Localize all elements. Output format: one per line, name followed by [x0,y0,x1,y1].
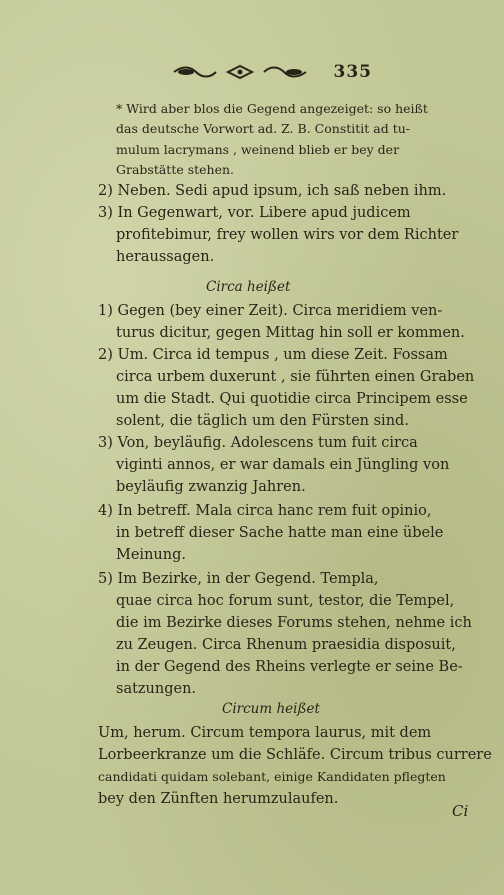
text-line: profitebimur, frey wollen wirs vor dem Richter [116,227,459,243]
text-line: candidati quidam solebant, einige Kandidaten pflegten [98,769,446,784]
text-line: Um, herum. Circum tempora laurus, mit dem [98,725,432,741]
text-line: um die Stadt. Qui quotidie circa Principem esse [116,391,468,407]
page-header [0,60,504,84]
text-line: 4) In betreff. Mala circa hanc rem fuit opinio, [98,503,432,519]
text-line: 2) Neben. Sedi apud ipsum, ich saß neben ihm. [98,183,447,199]
text-line: 1) Gegen (bey einer Zeit). Circa meridiem ven- [98,303,443,319]
text-line: bey den Zünften herumzulaufen. [98,791,339,807]
text-line: quae circa hoc forum sunt, testor, die Tempel, [116,593,455,609]
text-line: zu Zeugen. Circa Rhenum praesidia disposuit, [116,637,456,653]
text-line: 5) Im Bezirke, in der Gegend. Templa, [98,571,379,587]
text-line: Meinung. [116,547,186,563]
section-heading: Circa heißet [206,279,291,295]
text-line: heraussagen. [116,249,215,265]
text-line: das deutsche Vorwort ad. Z. B. Constitit ad tu- [116,121,410,136]
section-heading: Circum heißet [222,701,320,717]
text-line: solent, die täglich um den Fürsten sind. [116,413,409,429]
text-line: in der Gegend des Rheins verlegte er seine Be- [116,659,463,675]
catchword: Ci [452,802,469,820]
text-line: 2) Um. Circa id tempus , um diese Zeit. Fossam [98,347,448,363]
text-line: beyläufig zwanzig Jahren. [116,479,306,495]
page-number: 335 [333,62,372,82]
decorative-flourish-icon [172,64,308,80]
text-line: viginti annos, er war damals ein Jüngling von [116,457,450,473]
text-line: in betreff dieser Sache hatte man eine übele [116,525,444,541]
text-line: mulum lacrymans , weinend blieb er bey der [116,142,400,157]
text-line: die im Bezirke dieses Forums stehen, nehme ich [116,615,472,631]
text-line: 3) In Gegenwart, vor. Libere apud judicem [98,205,411,221]
text-line: 3) Von, beyläufig. Adolescens tum fuit circa [98,435,418,451]
text-line: Lorbeerkranze um die Schläfe. Circum tribus currere [98,747,492,763]
text-line: satzungen. [116,681,197,697]
text-line: Grabstätte stehen. [116,162,235,177]
text-line: * Wird aber blos die Gegend angezeiget: so heißt [116,101,428,116]
text-line: turus dicitur, gegen Mittag hin soll er kommen. [116,325,465,341]
text-line: circa urbem duxerunt , sie führten einen Graben [116,369,475,385]
